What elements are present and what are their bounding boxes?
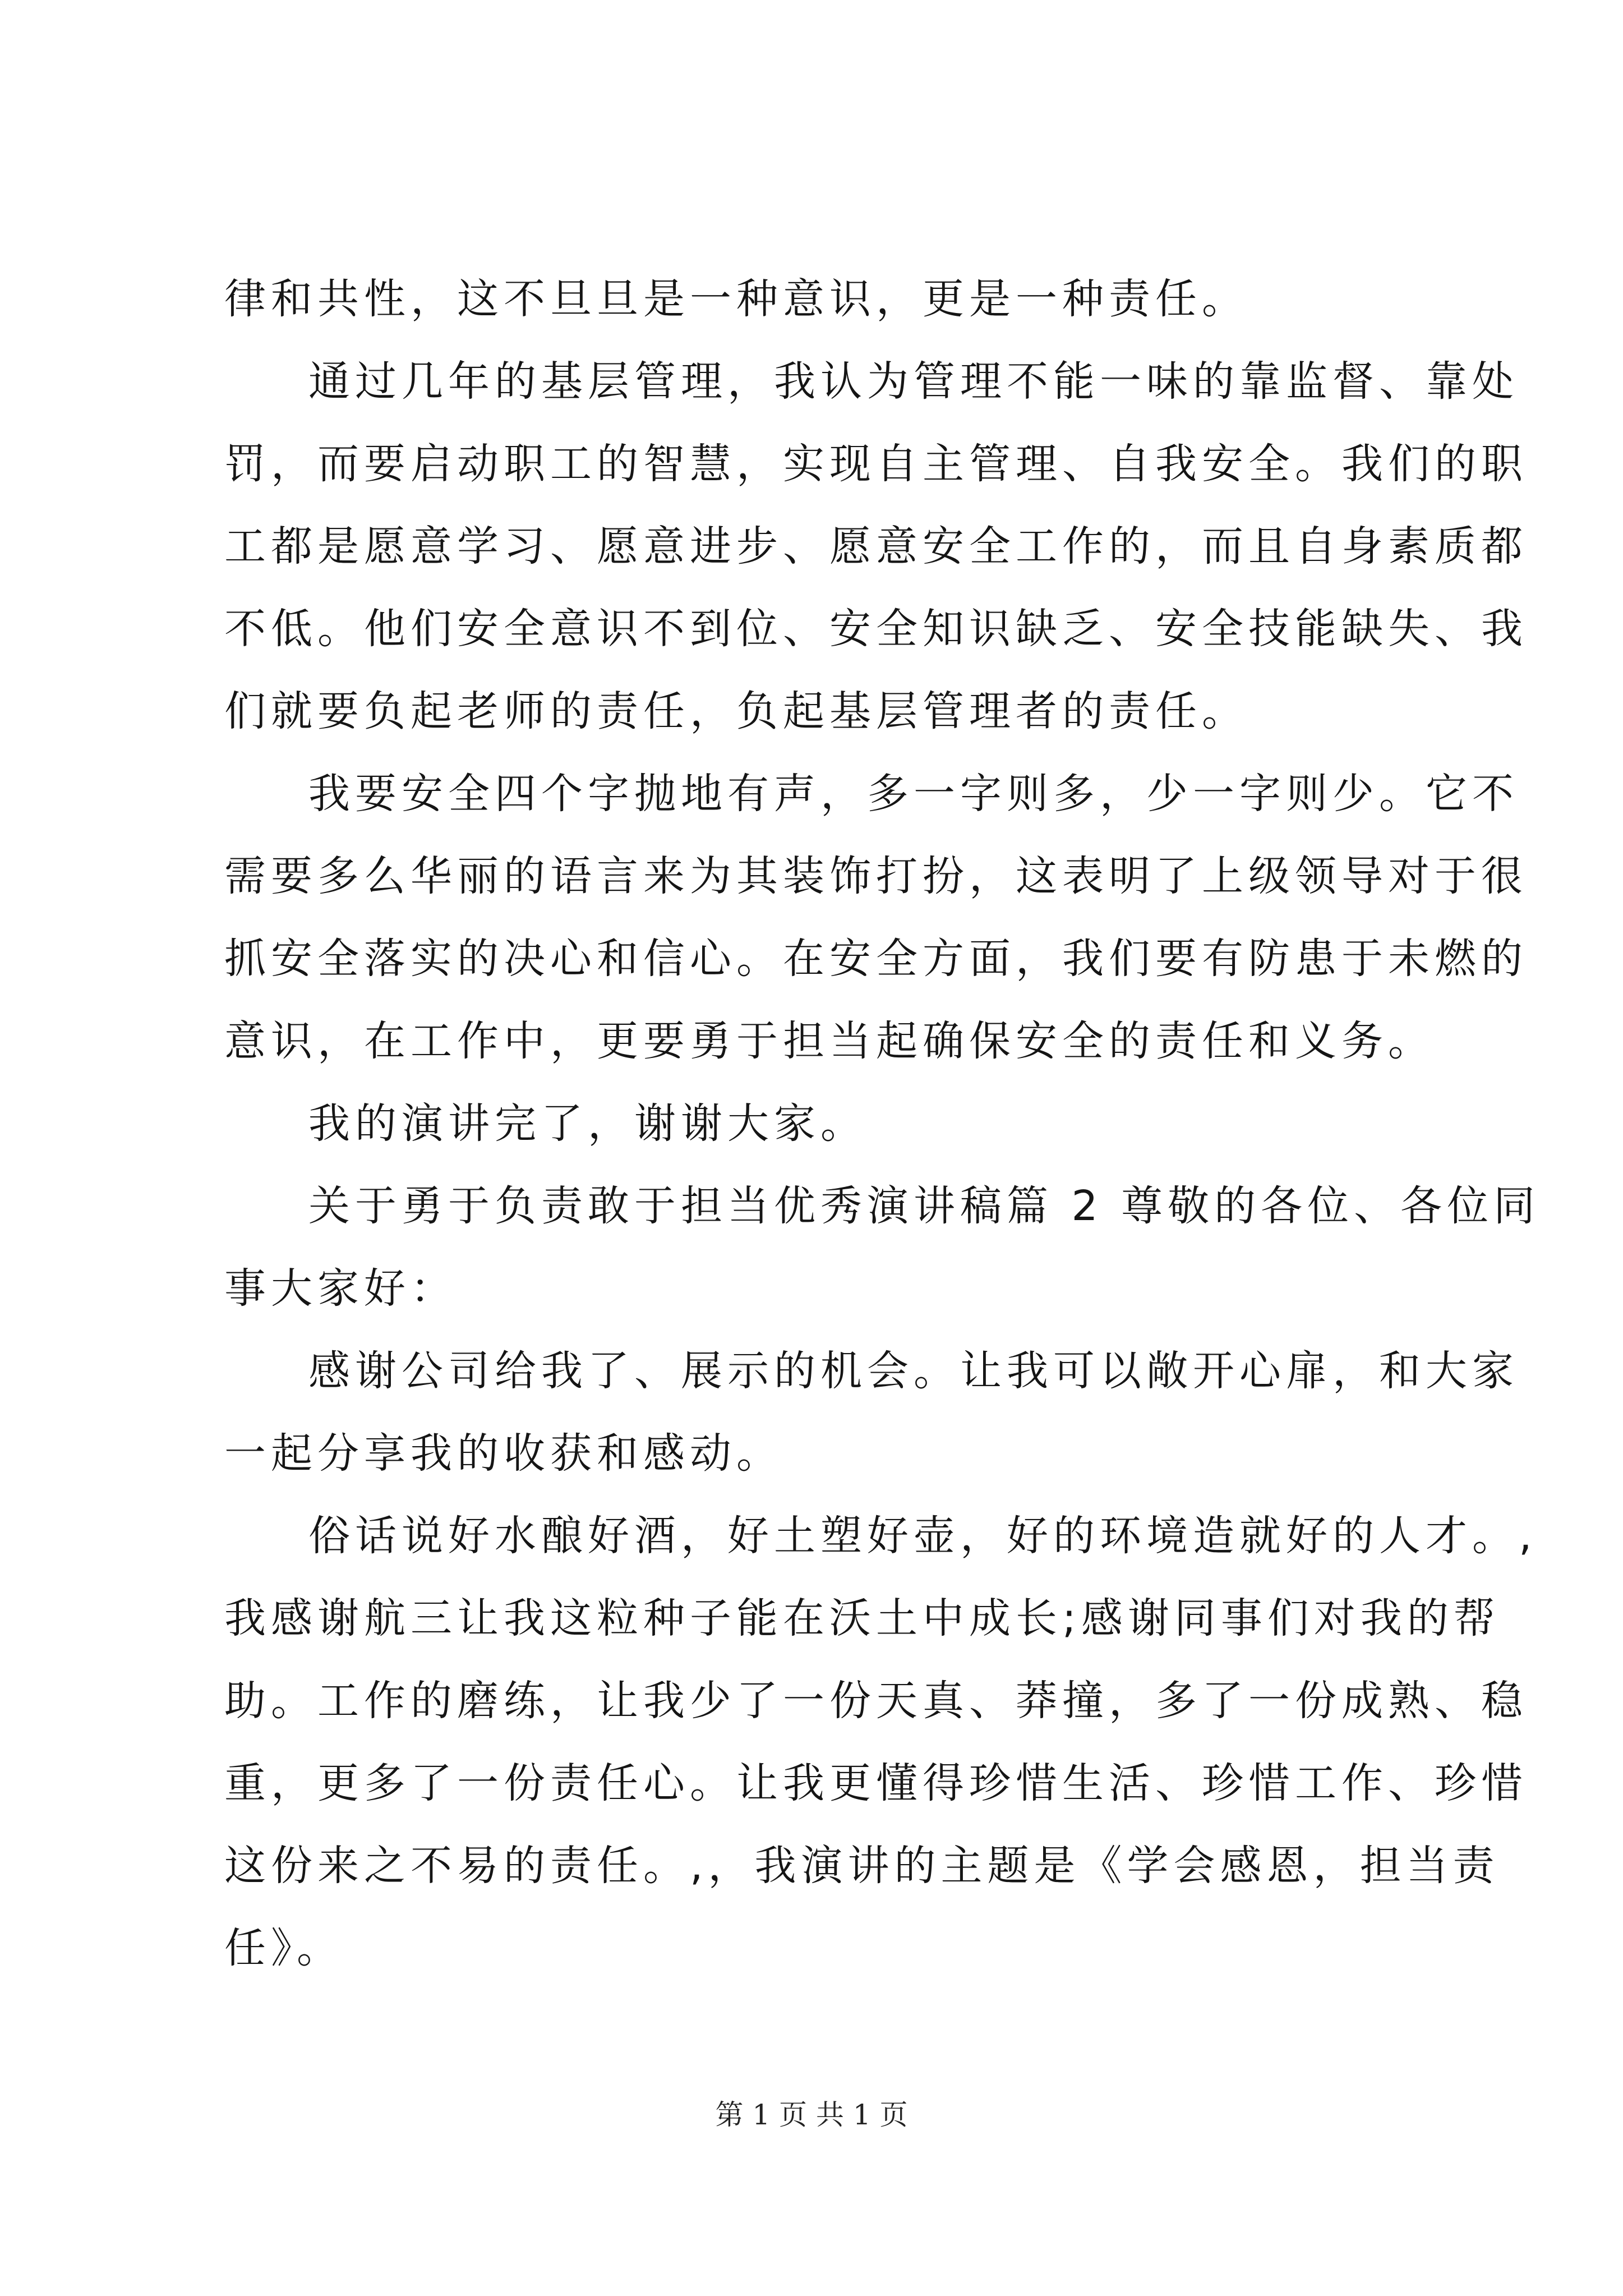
text-line: 律和共性，这不旦旦是一种意识，更是一种责任。 [224, 275, 1248, 323]
text-line: 不低。他们安全意识不到位、安全知识缺乏、安全技能缺失、我 [224, 605, 1528, 653]
text-line: 罚，而要启动职工的智慧，实现自主管理、自我安全。我们的职 [224, 440, 1528, 488]
text-line: 关于勇于负责敢于担当优秀演讲稿篇 2 尊敬的各位、各位同 [308, 1182, 1541, 1230]
text-line: 感谢公司给我了、展示的机会。让我可以敞开心扉，和大家 [308, 1347, 1519, 1395]
text-line: 工都是愿意学习、愿意进步、愿意安全工作的，而且自身素质都 [224, 522, 1528, 570]
text-line: 任》。 [224, 1924, 343, 1972]
text-line: 俗话说好水酿好酒，好土塑好壶，好的环境造就好的人才。, [308, 1512, 1537, 1560]
text-line: 抓安全落实的决心和信心。在安全方面，我们要有防患于未燃的 [224, 935, 1528, 983]
text-line: 重，更多了一份责任心。让我更懂得珍惜生活、珍惜工作、珍惜 [224, 1759, 1528, 1807]
text-line: 一起分享我的收获和感动。 [224, 1429, 783, 1478]
text-line: 们就要负起老师的责任，负起基层管理者的责任。 [224, 687, 1248, 735]
text-line: 意识，在工作中，更要勇于担当起确保安全的责任和义务。 [224, 1017, 1435, 1065]
text-line: 我要安全四个字抛地有声，多一字则多，少一字则少。它不 [308, 770, 1519, 818]
text-line: 事大家好： [224, 1264, 457, 1313]
text-line: 我感谢航三让我这粒种子能在沃土中成长;感谢同事们对我的帮 [224, 1594, 1500, 1642]
text-line: 这份来之不易的责任。,，我演讲的主题是《学会感恩，担当责 [224, 1842, 1500, 1890]
text-line: 需要多么华丽的语言来为其装饰打扮，这表明了上级领导对于很 [224, 852, 1528, 900]
page-number-footer: 第 1 页 共 1 页 [715, 2099, 908, 2131]
text-line: 我的演讲完了，谢谢大家。 [308, 1099, 867, 1148]
text-line: 助。工作的磨练，让我少了一份天真、莽撞，多了一份成熟、稳 [224, 1677, 1528, 1725]
text-line: 通过几年的基层管理，我认为管理不能一味的靠监督、靠处 [308, 357, 1519, 406]
